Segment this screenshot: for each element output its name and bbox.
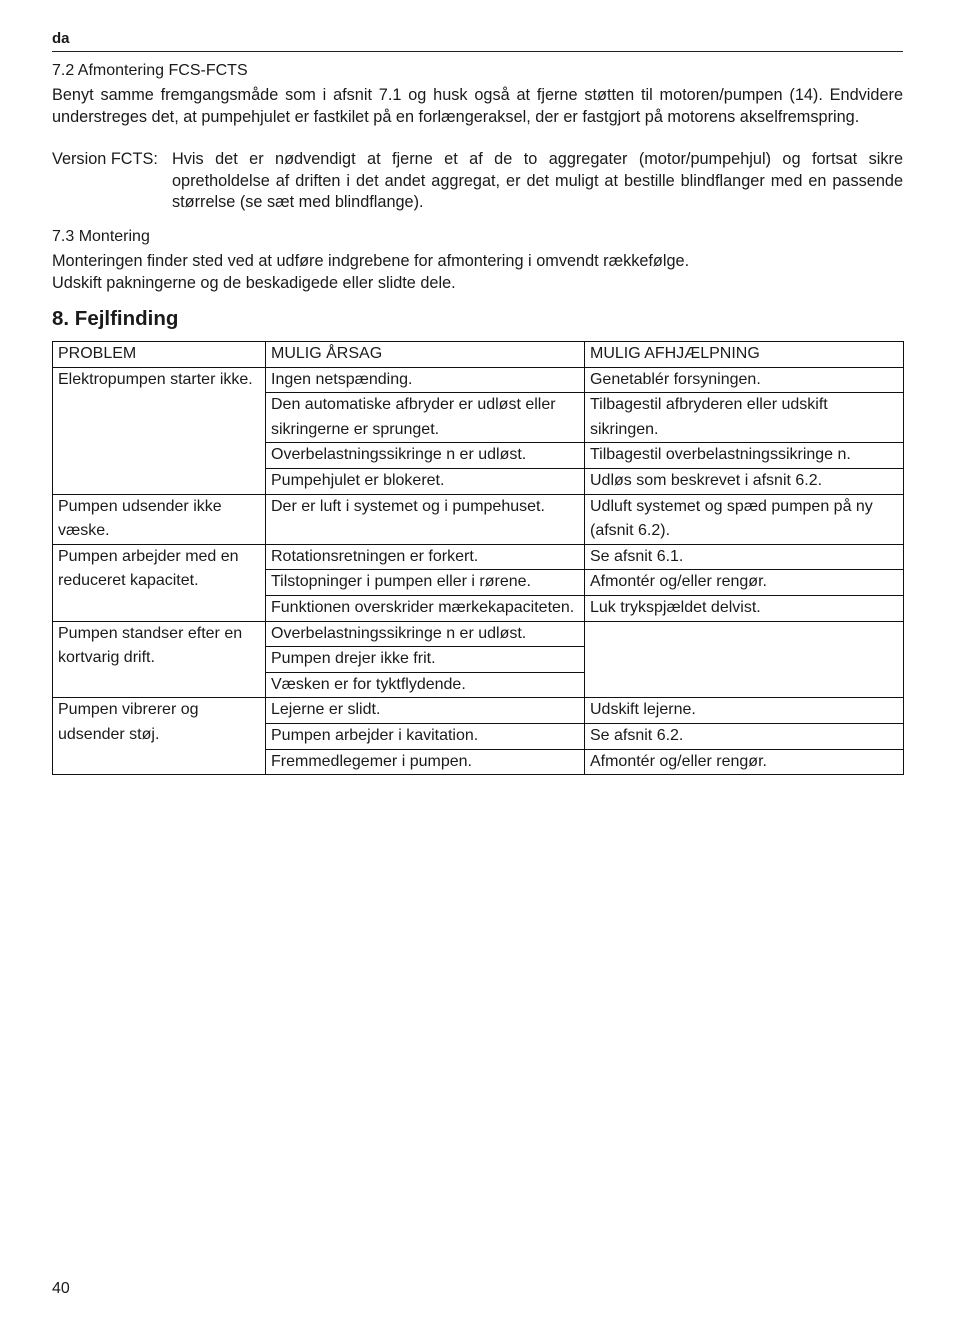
section-7-3-body — [52, 251, 903, 294]
section-7-3-title: 7.3 Montering — [52, 228, 150, 245]
table-body — [53, 367, 904, 775]
cause-cell: Der er luft i systemet og i pumpehuset. — [266, 494, 585, 544]
problem-cell: Pumpen standser efter en kortvarig drift. — [53, 621, 266, 698]
cause-cell: Den automatiske afbryder er udløst eller sikringerne er sprunget. — [266, 393, 585, 443]
remedy-cell: Afmontér og/eller rengør. — [584, 749, 903, 775]
header-rule — [52, 51, 903, 52]
problem-cell: Elektropumpen starter ikke. — [53, 367, 266, 494]
problem-cell: Pumpen vibrerer og udsender støj. — [53, 698, 266, 775]
remedy-cell: Udluft systemet og spæd pumpen på ny (afsnit 6.2). — [584, 494, 903, 544]
cause-cell: Fremmedlegemer i pumpen. — [266, 749, 585, 775]
remedy-cell: Luk trykspjældet delvist. — [584, 595, 903, 621]
remedy-cell: Tilbagestil overbelastningssikringe n. — [584, 443, 903, 469]
cause-cell: Rotationsretningen er forkert. — [266, 544, 585, 570]
section-7-2-title: 7.2 Afmontering FCS-FCTS — [52, 62, 248, 79]
section-7-2-body — [52, 85, 903, 128]
header-cause: MULIG ÅRSAG — [266, 342, 585, 368]
page-number: 40 — [52, 1280, 70, 1297]
version-fcts-text: Hvis det er nødvendigt at fjerne et af de to aggregater (motor/pumpehjul) og fortsat sikre opretholdelse af driften i det andet aggregat, er det muligt at bestille blindflanger med en passende størrelse (se sæt med blindflange). — [172, 150, 903, 211]
section-7-2-paragraph: Benyt samme fremgangsmåde som i afsnit 7.1 og husk også at fjerne støtten til motoren/pumpen (14). Endvidere understreges det, at pumpehjulet er fastkilet på en forlængeraksel, der er fastgjort på motorens akselfremspring. — [52, 86, 903, 126]
cause-cell: Funktionen overskrider mærkekapaciteten. — [266, 595, 585, 621]
remedy-cell: Afmontér og/eller rengør. — [584, 570, 903, 596]
cause-cell: Tilstopninger i pumpen eller i rørene. — [266, 570, 585, 596]
remedy-cell: Se afsnit 6.2. — [584, 723, 903, 749]
cause-cell: Lejerne er slidt. — [266, 698, 585, 724]
language-code: da — [52, 30, 70, 47]
table-header-row — [53, 342, 904, 368]
remedy-cell: Se afsnit 6.1. — [584, 544, 903, 570]
cause-cell: Pumpen arbejder i kavitation. — [266, 723, 585, 749]
version-fcts-label: Version FCTS: — [52, 150, 158, 168]
section-8-title: 8. Fejlfinding — [52, 307, 179, 330]
cause-cell: Pumpen drejer ikke frit. — [266, 647, 585, 673]
remedy-cell: Genetablér forsyningen. — [584, 367, 903, 393]
table-row — [53, 367, 904, 393]
header-problem: PROBLEM — [53, 342, 266, 368]
remedy-cell: Tilbagestil afbryderen eller udskift sikringen. — [584, 393, 903, 443]
problem-cell: Pumpen arbejder med en reduceret kapacitet. — [53, 544, 266, 621]
cause-cell: Ingen netspænding. — [266, 367, 585, 393]
table-row — [53, 698, 904, 724]
cause-cell: Overbelastningssikringe n er udløst. — [266, 443, 585, 469]
header-remedy: MULIG AFHJÆLPNING — [584, 342, 903, 368]
problem-cell: Pumpen udsender ikke væske. — [53, 494, 266, 544]
remedy-cell: Udskift lejerne. — [584, 698, 903, 724]
table-row — [53, 494, 904, 544]
cause-cell: Pumpehjulet er blokeret. — [266, 468, 585, 494]
cause-cell: Væsken er for tyktflydende. — [266, 672, 585, 698]
table-row — [53, 621, 904, 647]
cause-cell: Overbelastningssikringe n er udløst. — [266, 621, 585, 647]
remedy-cell — [584, 621, 903, 698]
section-7-3-line-1: Monteringen finder sted ved at udføre indgrebene for afmontering i omvendt rækkefølge. — [52, 252, 690, 270]
section-7-3-line-2: Udskift pakningerne og de beskadigede eller slidte dele. — [52, 273, 456, 292]
version-fcts-note — [52, 149, 903, 214]
troubleshooting-table — [52, 341, 904, 775]
table-row — [53, 544, 904, 570]
remedy-cell: Udløs som beskrevet i afsnit 6.2. — [584, 468, 903, 494]
